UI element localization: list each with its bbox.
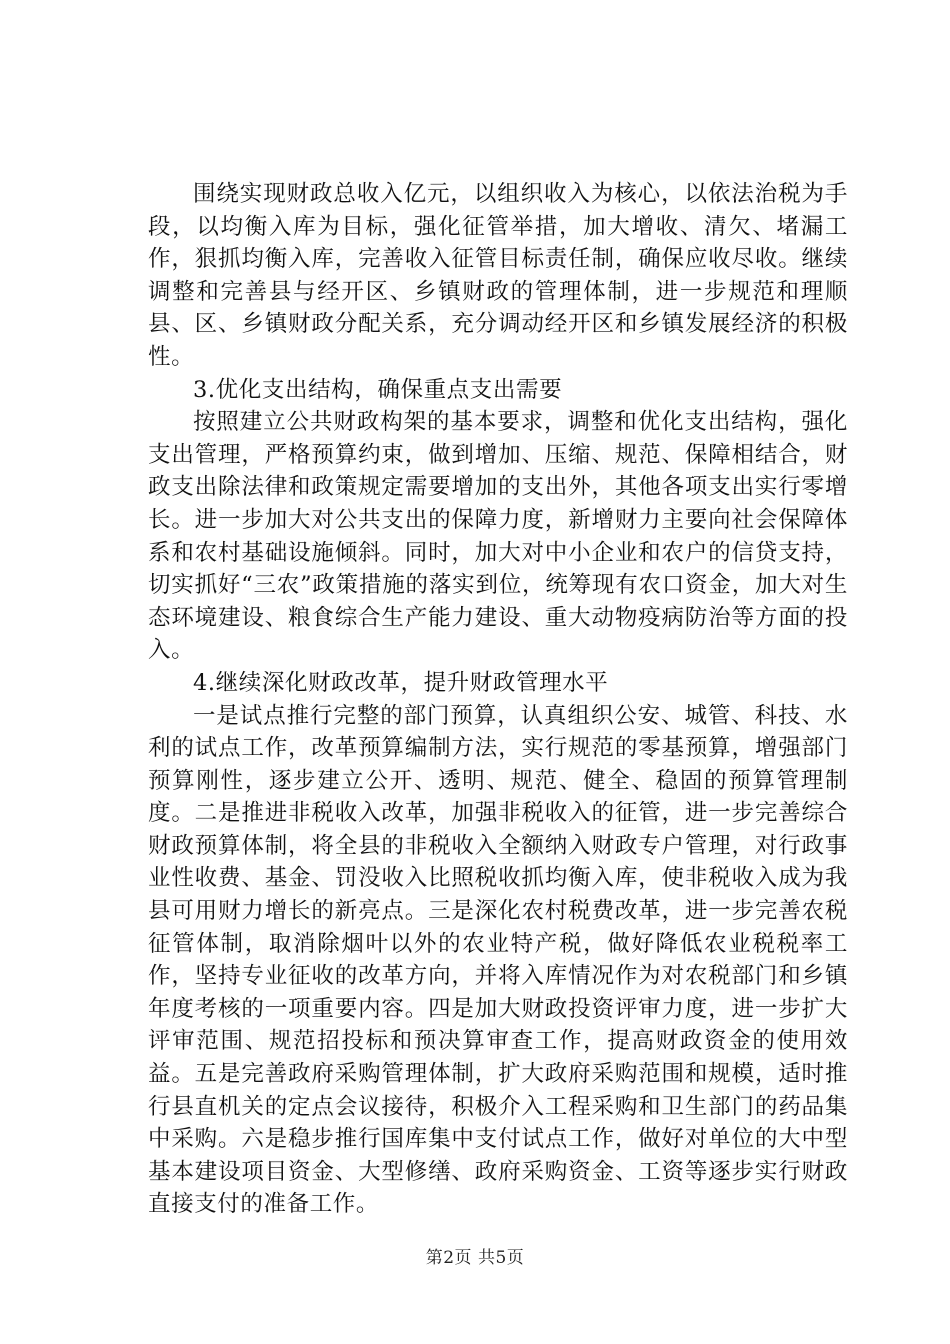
document-body [148,178,848,1221]
page-footer: 第2页 共5页 [425,1248,525,1268]
paragraph-revenue: 围绕实现财政总收入亿元，以组织收入为核心，以依法治税为手段，以均衡入库为目标，强化征管举措，加大增收、清欠、堵漏工作，狠抓均衡入库，完善收入征管目标责任制，确保应收尽收。继续调整和完善县与经开区、乡镇财政的管理体制，进一步规范和理顺县、区、乡镇财政分配关系，充分调动经开区和乡镇发展经济的积极性。 [148,181,848,370]
section-heading-4: 4.继续深化财政改革，提升财政管理水平 [193,669,609,696]
paragraph-reform: 一是试点推行完整的部门预算，认真组织公安、城管、科技、水利的试点工作，改革预算编制方法，实行规范的零基预算，增强部门预算刚性，逐步建立公开、透明、规范、健全、稳固的预算管理制度。二是推进非税收入改革，加强非税收入的征管，进一步完善综合财政预算体制，将全县的非税收入全额纳入财政专户管理，对行政事业性收费、基金、罚没收入比照税收抓均衡入库，使非税收入成为我县可用财力增长的新亮点。三是深化农村税费改革，进一步完善农税征管体制，取消除烟叶以外的农业特产税，做好降低农业税税率工作，坚持专业征收的改革方向，并将入库情况作为对农税部门和乡镇年度考核的一项重要内容。四是加大财政投资评审力度，进一步扩大评审范围、规范招投标和预决算审查工作，提高财政资金的使用效益。五是完善政府采购管理体制，扩大政府采购范围和规模，适时推行县直机关的定点会议接待，积极介入工程采购和卫生部门的药品集中采购。六是稳步推行国库集中支付试点工作，做好对单位的大中型基本建设项目资金、大型修缮、政府采购资金、工资等逐步实行财政直接支付的准备工作。 [148,702,848,1218]
section-heading-3: 3.优化支出结构，确保重点支出需要 [193,376,563,403]
paragraph-expenditure: 按照建立公共财政构架的基本要求，调整和优化支出结构，强化支出管理，严格预算约束，做到增加、压缩、规范、保障相结合，财政支出除法律和政策规定需要增加的支出外，其他各项支出实行零增长。进一步加大对公共支出的保障力度，新增财力主要向社会保障体系和农村基础设施倾斜。同时，加大对中小企业和农户的信贷支持，切实抓好“三农”政策措施的落实到位，统筹现有农口资金，加大对生态环境建设、粮食综合生产能力建设、重大动物疫病防治等方面的投入。 [148,409,848,664]
